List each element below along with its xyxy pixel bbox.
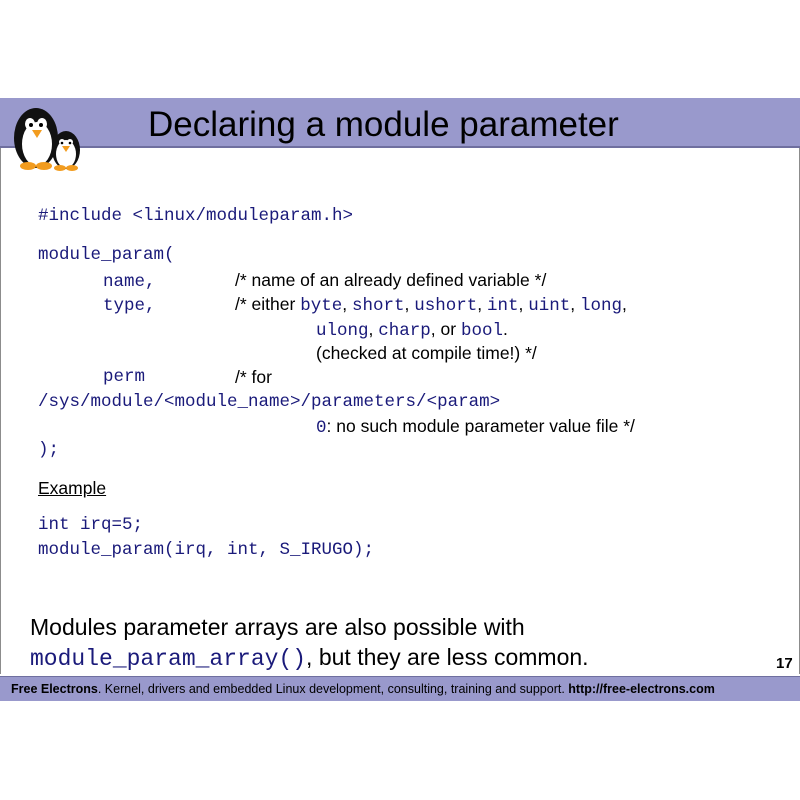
module-param-array-code: module_param_array() [30, 646, 307, 672]
slide-title: Declaring a module parameter [148, 105, 619, 144]
sysfs-path: /sys/module/<module_name>/parameters/<param> [38, 392, 501, 412]
example-label: Example [38, 478, 107, 498]
type-comment-prefix: /* either [235, 294, 301, 314]
bottom-text-suffix: , but they are less common. [306, 644, 589, 670]
module-param-close: ); [38, 440, 60, 460]
type-ushort: ushort [414, 296, 478, 316]
type-bool: bool [460, 321, 503, 341]
footer-url-link[interactable]: http://free-electrons.com [568, 682, 715, 696]
module-param-open: module_param( [38, 245, 175, 265]
slide [0, 98, 800, 702]
arg-name-comment: /* name of an already defined variable */ [235, 270, 547, 290]
footer-bar [0, 676, 800, 701]
example-line-2: module_param(irq, int, S_IRUGO); [38, 540, 375, 560]
title-bar [0, 98, 800, 146]
type-short: short [351, 296, 405, 316]
footer-text [11, 682, 715, 696]
footer-description: . Kernel, drivers and embedded Linux development, consulting, training and support. [97, 682, 569, 696]
zero-value: 0 [316, 418, 327, 438]
or-word: or [440, 319, 457, 339]
type-byte: byte [300, 296, 343, 316]
footer-brand: Free Electrons [11, 682, 98, 696]
include-line: #include <linux/moduleparam.h> [38, 206, 354, 226]
type-list-line-1: /* either byte, short, ushort, int, uint, long, [235, 294, 627, 316]
type-ulong: ulong [316, 321, 369, 341]
type-uint: uint [528, 296, 571, 316]
page-number: 17 [776, 655, 793, 672]
type-list-line-2: ulong, charp, or bool. [316, 319, 508, 341]
type-int: int [486, 296, 519, 316]
arg-type: type, [103, 296, 156, 316]
zero-value-line [316, 415, 635, 439]
type-charp: charp [378, 321, 431, 341]
bottom-text-line-1: Modules parameter arrays are also possible with [30, 614, 525, 640]
param-name-line [103, 269, 156, 293]
arg-perm: perm [103, 367, 146, 387]
bottom-text-line-2 [30, 644, 589, 672]
param-type-line [103, 293, 156, 317]
type-long: long [579, 296, 622, 316]
perm-comment-prefix: /* for [235, 367, 272, 387]
checked-note: (checked at compile time!) */ [316, 343, 537, 363]
example-line-1: int irq=5; [38, 515, 144, 535]
zero-note: : no such module parameter value file */ [326, 416, 635, 436]
arg-name: name, [103, 272, 156, 292]
